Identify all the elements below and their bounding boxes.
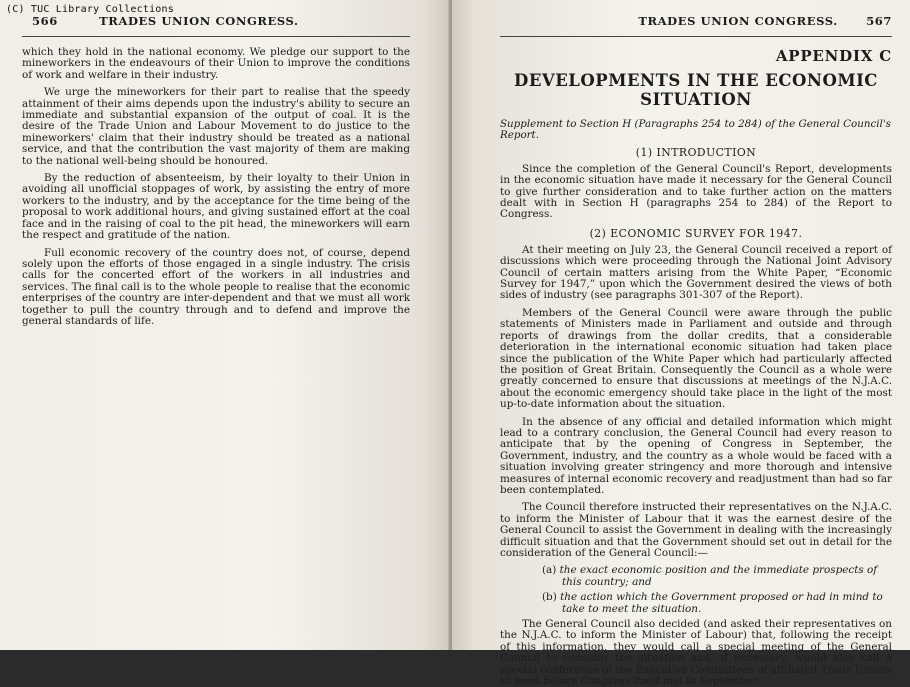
right-paragraph: Members of the General Council were aware through the public statements of Ministers made in Parliament and outside and through reports of drawings from the dollar credits, that a considerable deterioration in the international economic situation had taken place since the publication of the White Paper which had particularly affected the position of Great Britain. Consequently the Council as a whole were greatly concerned to ensure that discussions at meetings of the N.J.A.C. about the economic emergency should take place in the light of the most up-to-date information about the situation. [500,306,892,411]
title-line-1: DEVELOPMENTS IN THE ECONOMIC [514,71,878,90]
copyright-watermark: (C) TUC Library Collections [6,4,174,15]
right-page [452,0,910,687]
left-paragraph: By the reduction of absenteeism, by their loyalty to their Union in avoiding all unofficial stoppages of work, by assisting the entry of more workers to the industry, and by the acceptance for the time being of the proposal to work additional hours, and giving sustained effort at the coal face and in the raising of coal to the pit head, the mineworkers will earn the respect and gratitude of the nation. [22,172,410,242]
list-item-text: the action which the Government proposed or had in mind to take to meet the situation. [560,591,883,615]
list-item-label: (a) [542,564,557,577]
right-closing-paragraph: The General Council also decided (and asked their representatives on the N.J.A.C. to inform the Minister of Labour) that, following the receipt of this information, they would call a special meeting of the General Council to consider the situation and, if necessary, would also call a special conference of the Executive Committees of affiliated Trade Unions to meet before Congress itself met in September. [500,618,892,687]
right-paragraph: In the absence of any official and detailed information which might lead to a contrary conclusion, the General Council had every reason to anticipate that by the opening of Congress in September, the Government, industry, and the country as a whole would be faced with a situation involving greater stringency and more thorough and intensive measures of internal economic recovery and readjustment than had so far been contemplated. [500,415,892,496]
left-paragraph: which they hold in the national economy. We pledge our support to the mineworkers in the endeavours of their Union to improve the conditions of work and welfare in their industry. [22,46,410,81]
section-heading-introduction: (1) INTRODUCTION [635,145,757,159]
list-item-a [500,565,892,588]
title-line-2: SITUATION [640,90,752,109]
right-paragraph: Since the completion of the General Council's Report, developments in the economic situation have made it necessary for the General Council to give further consideration and to take further action on the matters dealt with in Section H (paragraphs 254 to 284) of the Report to Congress. [500,162,892,221]
left-page-number: 566 [32,14,58,28]
left-running-title: TRADES UNION CONGRESS. [99,14,299,28]
left-page-content [22,37,410,327]
list-item-b [500,592,892,615]
appendix-label: APPENDIX C [775,47,892,65]
section-heading-economic-survey: (2) ECONOMIC SURVEY FOR 1947. [589,226,803,240]
left-paragraph: Full economic recovery of the country does not, of course, depend solely upon the efforts of those engaged in a single industry. The crisis calls for the concerted effort of the workers in all industries and services. The final call is to the whole people to realise that the economic enterprises of the country are inter-dependent and that we must all work together to pull the country through and to defend and improve the general standards of life. [22,246,410,327]
document-subtitle: Supplement to Section H (Paragraphs 254 to 284) of the General Council's Report. [500,118,891,142]
list-item-label: (b) [542,591,557,604]
right-header-rule [500,36,892,37]
right-paragraph: The Council therefore instructed their representatives on the N.J.A.C. to inform the Minister of Labour that it was the earnest desire of the General Council to assist the Government in dealing with the increasingly difficult situation and that the Government should set out in detail for the consideration of the General Council:— [500,501,892,559]
right-running-title: TRADES UNION CONGRESS. [638,14,838,28]
left-paragraph: We urge the mineworkers for their part to realise that the speedy attainment of their aims depends upon the industry's ability to secure an immediate and substantial expansion of the output of coal. It is the desire of the Trade Union and Labour Movement to do justice to the mineworkers' claim that their industry should be treated as a national service, and that the contribution the vast majority of them are making to the national well-being should be honoured. [22,86,410,167]
left-page [0,0,450,650]
right-page-header [500,0,892,34]
document-title [500,71,892,109]
list-item-text: the exact economic position and the immediate prospects of this country; and [559,564,878,588]
right-paragraph: At their meeting on July 23, the General Council received a report of discussions which were proceeding through the National Joint Advisory Council of certain matters arising from the White Paper, “Economic Survey for 1947,” upon which the Government desired the views of both sides of industry (see paragraphs 301-307 of the Report). [500,243,892,302]
right-page-number: 567 [866,14,892,28]
